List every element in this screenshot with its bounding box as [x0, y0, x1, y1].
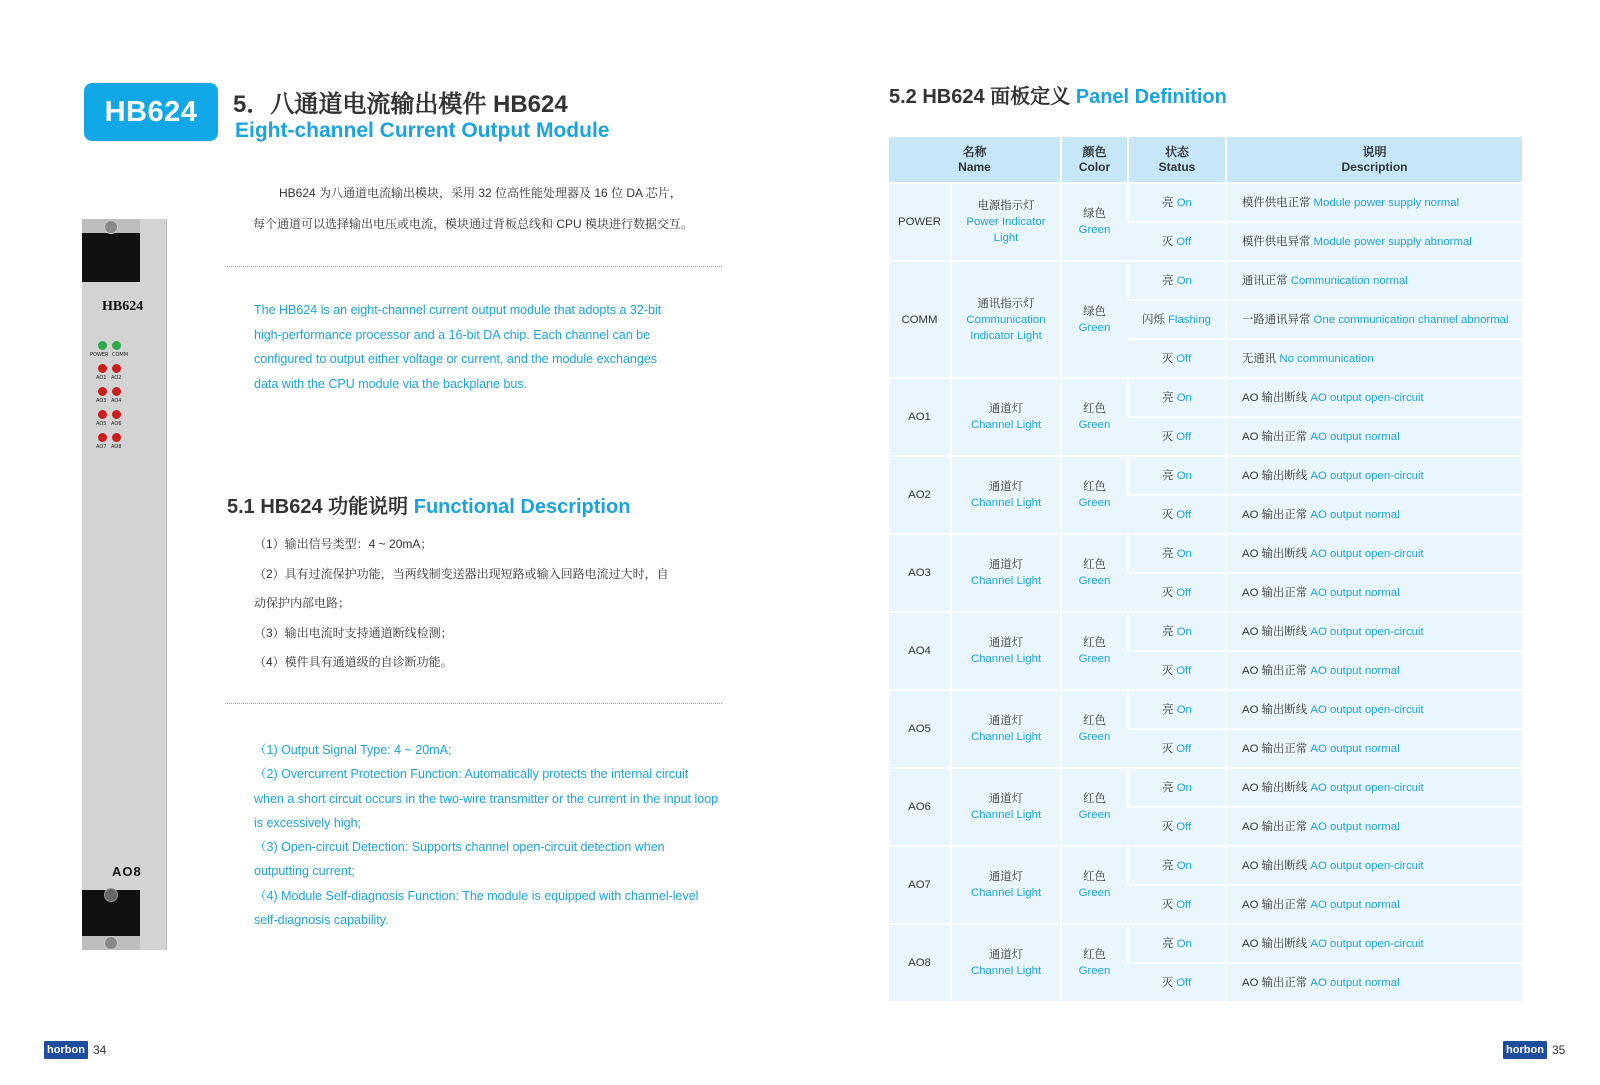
desc-cn: AO 输出正常 [1242, 430, 1308, 443]
desc-cn: 模件供电正常 [1242, 196, 1311, 209]
color-cn: 红色 [1083, 481, 1106, 493]
desc-en: AO output normal [1310, 820, 1400, 833]
led-label: AO8 [111, 444, 122, 450]
table-header-row [889, 137, 1522, 183]
color-en: Green [1078, 887, 1111, 899]
color-en: Green [1078, 731, 1111, 743]
light-cn: 通道灯 [988, 481, 1024, 493]
page-title-en: Eight-channel Current Output Module [235, 119, 610, 142]
desc-cn: AO 输出断线 [1242, 625, 1308, 638]
status-en: On [1176, 196, 1192, 209]
header-status: 状态 Status [1128, 137, 1226, 183]
function-item-cn: 动保护内部电路； [254, 596, 351, 610]
cell-status [1128, 183, 1226, 222]
desc-cn: AO 输出断线 [1242, 781, 1308, 794]
section-heading-en: Panel Definition [1075, 86, 1227, 108]
divider [225, 703, 722, 704]
section-heading-5-1 [227, 490, 630, 519]
cell-description [1226, 651, 1522, 690]
cell-light [951, 924, 1061, 1001]
led-ao3 [98, 387, 107, 396]
light-en: Power Indicator Light [966, 216, 1046, 244]
cell-description [1226, 690, 1522, 729]
desc-cn: AO 输出正常 [1242, 586, 1308, 599]
table-row [889, 846, 1522, 885]
cell-light [951, 768, 1061, 846]
status-cn: 灭 [1161, 235, 1174, 248]
desc-cn: AO 输出正常 [1242, 898, 1308, 911]
color-cn: 绿色 [1083, 208, 1106, 220]
status-cn: 亮 [1162, 937, 1174, 950]
light-en: Channel Light [970, 965, 1042, 977]
cell-name: AO7 [889, 846, 951, 924]
led-label: AO6 [111, 421, 122, 427]
cell-color [1061, 690, 1128, 768]
light-cn: 通道灯 [988, 871, 1024, 883]
led-label: POWER [90, 352, 109, 358]
status-en: Off [1176, 430, 1192, 443]
status-en: On [1176, 274, 1192, 287]
function-item-en: （1) Output Signal Type: 4 ~ 20mA; [254, 743, 452, 757]
light-en: Communication Indicator Light [966, 313, 1046, 342]
table-row [889, 456, 1522, 495]
cell-description [1226, 768, 1522, 807]
header-description: 说明 Description [1226, 137, 1522, 183]
color-en: Green [1078, 653, 1111, 665]
divider [225, 266, 722, 267]
cell-description [1226, 573, 1522, 612]
cell-status [1128, 222, 1226, 261]
module-label: HB624 [102, 299, 144, 314]
cell-color [1061, 846, 1128, 924]
light-en: Channel Light [970, 575, 1042, 587]
desc-en: AO output open-circuit [1310, 859, 1424, 872]
light-cn: 通道灯 [988, 949, 1024, 961]
led-label: AO3 [96, 398, 107, 404]
color-cn: 红色 [1083, 871, 1106, 883]
color-en: Green [1078, 497, 1111, 509]
color-en: Green [1078, 809, 1111, 821]
cell-status [1128, 417, 1226, 456]
intro-en: The HB624 is an eight-channel current output module that adopts a 32-bit high-performance processor and a 16-bit DA chip. Each channel can be configured to output either voltage or current, and the module exchanges data with the CPU module via the backplane bus. [254, 303, 662, 391]
cell-description [1226, 300, 1522, 339]
cell-status [1128, 924, 1226, 963]
cell-description [1226, 924, 1522, 963]
color-cn: 红色 [1083, 637, 1106, 649]
table-row [889, 378, 1522, 417]
cell-name: AO2 [889, 456, 951, 534]
desc-en: AO output open-circuit [1310, 469, 1424, 482]
status-en: Off [1176, 235, 1192, 248]
desc-en: Module power supply abnormal [1313, 235, 1472, 248]
section-heading-cn: 5.1 HB624 功能说明 [227, 496, 409, 518]
cell-color [1061, 768, 1128, 846]
cell-status [1128, 807, 1226, 846]
module-body [82, 219, 167, 950]
desc-en: AO output normal [1310, 664, 1400, 677]
cell-light [951, 456, 1061, 534]
cell-light [951, 534, 1061, 612]
status-en: On [1176, 781, 1192, 794]
desc-cn: AO 输出断线 [1242, 937, 1308, 950]
intro-cn [253, 178, 723, 240]
section-heading-en: Functional Description [413, 496, 631, 518]
cell-description [1226, 846, 1522, 885]
status-en: Off [1176, 664, 1192, 677]
page-number-right: 35 [1552, 1043, 1566, 1057]
cell-color [1061, 183, 1128, 261]
cell-status [1128, 573, 1226, 612]
table-row [889, 261, 1522, 300]
brand-logo: horbon [1503, 1041, 1547, 1059]
cell-color [1061, 378, 1128, 456]
desc-cn: AO 输出断线 [1242, 547, 1308, 560]
status-cn: 亮 [1162, 274, 1174, 287]
color-cn: 红色 [1083, 559, 1106, 571]
cell-name: COMM [889, 261, 951, 378]
cell-status [1128, 261, 1226, 300]
cell-light [951, 690, 1061, 768]
panel-definition-table [889, 137, 1522, 1001]
header-name: 名称 Name [889, 137, 1061, 183]
status-en: Off [1176, 508, 1192, 521]
desc-en: AO output normal [1310, 898, 1400, 911]
function-item-en: （2) Overcurrent Protection Function: Automatically protects the internal circuit when a short circuit occurs in the two-wire transmitter or the current in the input loop is excessively high; [254, 767, 719, 830]
desc-en: AO output open-circuit [1310, 937, 1424, 950]
led-comm [112, 341, 121, 350]
status-cn: 灭 [1161, 586, 1174, 599]
cell-status [1128, 495, 1226, 534]
table-row [889, 183, 1522, 222]
status-en: Off [1176, 352, 1192, 365]
cell-light [951, 378, 1061, 456]
status-cn: 灭 [1161, 742, 1174, 755]
status-cn: 亮 [1162, 703, 1174, 716]
light-en: Channel Light [970, 809, 1042, 821]
status-cn: 灭 [1161, 898, 1174, 911]
function-item-en: （3) Open-circuit Detection: Supports channel open-circuit detection when outputting current; [254, 840, 665, 879]
desc-en: AO output normal [1310, 508, 1400, 521]
cell-name: AO6 [889, 768, 951, 846]
function-list-en [254, 738, 719, 932]
table-row [889, 612, 1522, 651]
section-heading-5-2 [889, 80, 1227, 109]
function-item-cn: （4）模件具有通道级的自诊断功能。 [254, 655, 453, 669]
led-ao1 [98, 364, 107, 373]
desc-en: One communication channel abnormal [1313, 313, 1509, 326]
page-number-left: 34 [93, 1043, 107, 1057]
light-en: Channel Light [970, 653, 1042, 665]
cell-description [1226, 807, 1522, 846]
page-title-cn: 5．八通道电流输出模件 HB624 [233, 91, 568, 118]
intro-cn-line: HB624 为八通道电流输出模块，采用 32 位高性能处理器及 16 位 DA 芯片， [279, 186, 682, 200]
cell-color [1061, 534, 1128, 612]
cell-status [1128, 339, 1226, 378]
cell-status [1128, 534, 1226, 573]
status-en: On [1176, 937, 1192, 950]
status-en: On [1176, 547, 1192, 560]
cell-light [951, 612, 1061, 690]
function-item-cn: （3）输出电流时支持通道断线检测； [254, 625, 453, 640]
table-row [889, 690, 1522, 729]
cell-status [1128, 300, 1226, 339]
function-item-en: （4) Module Self-diagnosis Function: The module is equipped with channel-level self-diagnosis capability. [254, 888, 699, 928]
cell-name: AO3 [889, 534, 951, 612]
desc-cn: AO 输出正常 [1242, 820, 1308, 833]
status-cn: 亮 [1162, 625, 1174, 638]
status-cn: 亮 [1162, 859, 1174, 872]
module-top-connector [82, 219, 140, 282]
status-cn: 亮 [1162, 547, 1174, 560]
table-row [889, 924, 1522, 963]
status-cn: 灭 [1161, 430, 1174, 443]
section-heading-cn: 5.2 HB624 面板定义 [889, 86, 1071, 108]
cell-description [1226, 222, 1522, 261]
color-en: Green [1078, 419, 1111, 431]
status-en: Off [1176, 976, 1192, 989]
cell-status [1128, 885, 1226, 924]
cell-status [1128, 456, 1226, 495]
intro-cn-line: 每个通道可以选择输出电压或电流，模块通过背板总线和 CPU 模块进行数据交互。 [253, 217, 694, 231]
cell-description [1226, 495, 1522, 534]
cell-color [1061, 456, 1128, 534]
status-en: On [1176, 469, 1192, 482]
module-illustration [82, 219, 166, 950]
desc-en: AO output normal [1310, 742, 1400, 755]
desc-en: AO output normal [1310, 976, 1400, 989]
brand-logo: horbon [44, 1041, 88, 1059]
light-cn: 通道灯 [988, 559, 1024, 571]
status-en: Off [1176, 820, 1192, 833]
status-cn: 灭 [1161, 352, 1174, 365]
light-cn: 通讯指示灯 [977, 297, 1035, 310]
led-ao8 [112, 433, 121, 442]
status-en: Flashing [1167, 313, 1212, 326]
function-list-cn [254, 530, 714, 678]
light-cn: 电源指示灯 [977, 200, 1035, 212]
function-item-cn: （2）具有过流保护功能，当两线制变送器出现短路或输入回路电流过大时，自 [254, 566, 669, 581]
cell-description [1226, 261, 1522, 300]
desc-en: AO output open-circuit [1310, 391, 1424, 404]
model-badge: HB624 [84, 83, 218, 141]
led-power [98, 341, 107, 350]
status-cn: 灭 [1161, 664, 1174, 677]
table-row [889, 768, 1522, 807]
light-cn: 通道灯 [988, 715, 1024, 727]
desc-cn: 通讯正常 [1242, 274, 1288, 287]
status-cn: 亮 [1162, 469, 1174, 482]
table-row [889, 534, 1522, 573]
led-label: AO7 [96, 444, 107, 450]
desc-en: Communication normal [1290, 274, 1408, 287]
color-en: Green [1078, 321, 1111, 334]
cell-name: AO4 [889, 612, 951, 690]
desc-cn: AO 输出断线 [1242, 703, 1308, 716]
desc-en: AO output normal [1310, 430, 1400, 443]
desc-cn: AO 输出正常 [1242, 742, 1308, 755]
led-label: AO2 [111, 375, 122, 381]
light-en: Channel Light [970, 731, 1042, 743]
led-ao7 [98, 433, 107, 442]
color-cn: 红色 [1083, 949, 1106, 961]
status-cn: 灭 [1161, 820, 1174, 833]
desc-en: No communication [1279, 352, 1374, 365]
cell-name: POWER [889, 183, 951, 261]
led-label: COMM [112, 352, 129, 358]
status-en: On [1176, 625, 1192, 638]
light-en: Channel Light [970, 419, 1042, 431]
cell-description [1226, 612, 1522, 651]
status-en: Off [1176, 742, 1192, 755]
cell-status [1128, 612, 1226, 651]
cell-light [951, 846, 1061, 924]
color-cn: 绿色 [1083, 305, 1106, 318]
led-ao4 [112, 387, 121, 396]
desc-cn: 模件供电异常 [1242, 235, 1311, 248]
cell-status [1128, 378, 1226, 417]
desc-en: Module power supply normal [1313, 196, 1460, 209]
led-label: AO1 [96, 375, 107, 381]
status-cn: 亮 [1162, 196, 1174, 209]
led-ao6 [112, 410, 121, 419]
light-cn: 通道灯 [988, 403, 1024, 415]
cell-name: AO1 [889, 378, 951, 456]
led-label: AO5 [96, 421, 107, 427]
status-en: On [1176, 859, 1192, 872]
cell-description [1226, 378, 1522, 417]
function-item-cn: （1）输出信号类型：4 ~ 20mA； [254, 537, 433, 551]
status-en: On [1176, 391, 1192, 404]
status-cn: 闪烁 [1141, 313, 1165, 326]
module-bottom-connector [82, 890, 140, 950]
light-en: Channel Light [970, 887, 1042, 899]
cell-description [1226, 183, 1522, 222]
cell-name: AO8 [889, 924, 951, 1001]
desc-en: AO output open-circuit [1310, 703, 1424, 716]
cell-description [1226, 339, 1522, 378]
color-cn: 红色 [1083, 403, 1106, 415]
cell-status [1128, 963, 1226, 1001]
color-en: Green [1078, 224, 1111, 236]
cell-color [1061, 924, 1128, 1001]
status-cn: 亮 [1162, 781, 1174, 794]
light-en: Channel Light [970, 497, 1042, 509]
cell-description [1226, 456, 1522, 495]
cell-light [951, 183, 1061, 261]
desc-cn: AO 输出正常 [1242, 508, 1308, 521]
cell-light [951, 261, 1061, 378]
led-ao5 [98, 410, 107, 419]
desc-cn: AO 输出断线 [1242, 859, 1308, 872]
color-en: Green [1078, 965, 1111, 977]
cell-status [1128, 651, 1226, 690]
status-cn: 亮 [1162, 391, 1174, 404]
cell-description [1226, 534, 1522, 573]
desc-en: AO output open-circuit [1310, 625, 1424, 638]
desc-cn: 无通讯 [1242, 352, 1277, 365]
status-cn: 灭 [1161, 508, 1174, 521]
desc-en: AO output open-circuit [1310, 547, 1424, 560]
cell-description [1226, 885, 1522, 924]
desc-cn: AO 输出正常 [1242, 664, 1308, 677]
desc-cn: AO 输出断线 [1242, 391, 1308, 404]
cell-status [1128, 690, 1226, 729]
light-cn: 通道灯 [988, 637, 1024, 649]
desc-cn: AO 输出断线 [1242, 469, 1308, 482]
color-cn: 红色 [1083, 793, 1106, 805]
desc-en: AO output normal [1310, 586, 1400, 599]
cell-color [1061, 612, 1128, 690]
cell-description [1226, 729, 1522, 768]
status-en: Off [1176, 898, 1192, 911]
desc-en: AO output open-circuit [1310, 781, 1424, 794]
light-cn: 通道灯 [988, 793, 1024, 805]
cell-description [1226, 963, 1522, 1001]
color-en: Green [1078, 575, 1111, 587]
cell-name: AO5 [889, 690, 951, 768]
status-en: Off [1176, 586, 1192, 599]
cell-description [1226, 417, 1522, 456]
led-label: AO4 [111, 398, 122, 404]
module-bottom-label: AO8 [112, 864, 142, 879]
cell-status [1128, 846, 1226, 885]
status-cn: 灭 [1161, 976, 1174, 989]
color-cn: 红色 [1083, 715, 1106, 727]
desc-cn: 一路通讯异常 [1242, 313, 1311, 326]
status-en: On [1176, 703, 1192, 716]
header-color: 颜色 Color [1061, 137, 1128, 183]
cell-color [1061, 261, 1128, 378]
desc-cn: AO 输出正常 [1242, 976, 1308, 989]
cell-status [1128, 768, 1226, 807]
led-ao2 [112, 364, 121, 373]
cell-status [1128, 729, 1226, 768]
